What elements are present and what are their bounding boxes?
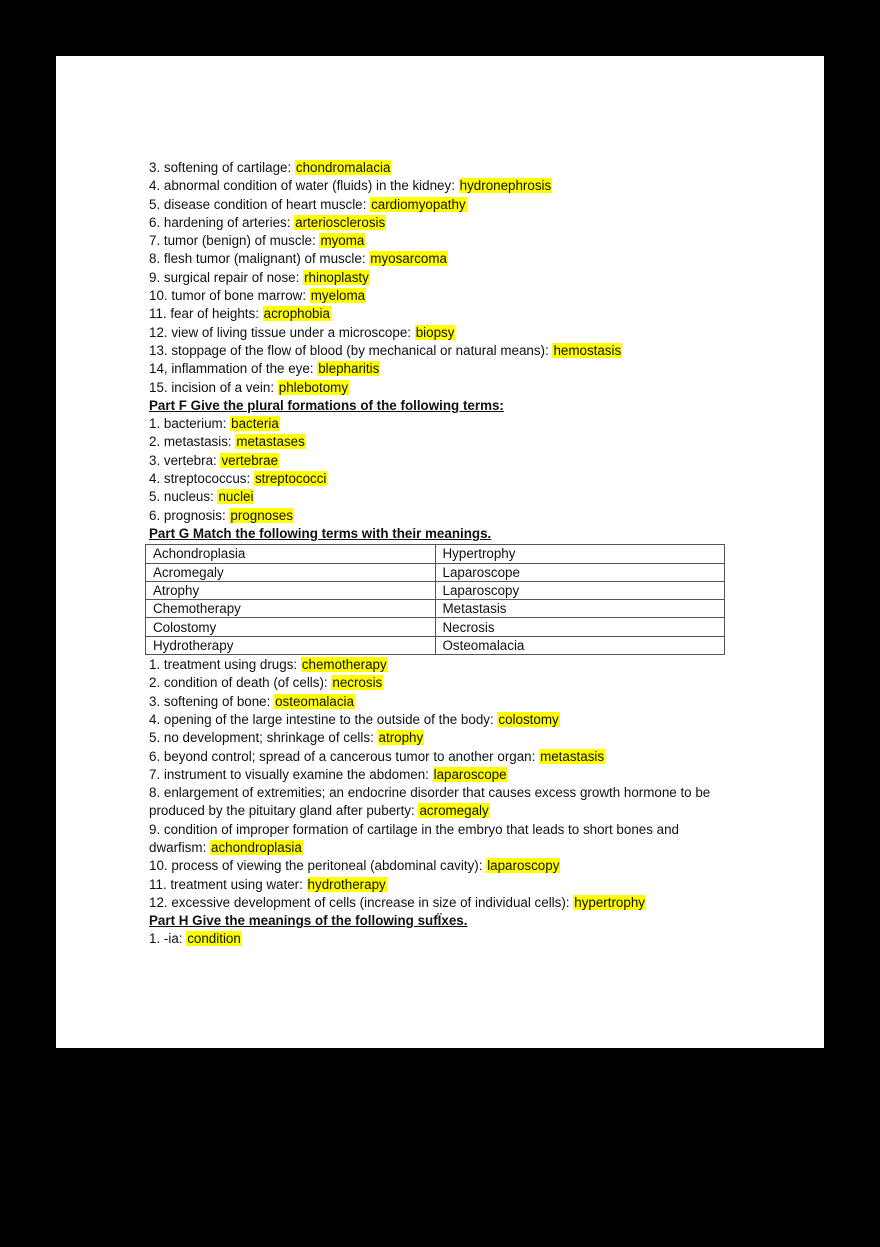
table-row [146,618,725,636]
highlighted-answer: blepharitis [318,361,380,377]
highlighted-answer: chondromalacia [295,160,391,175]
item-prompt: 4. abnormal condition of water (fluids) in the kidney: [149,178,459,194]
item-prompt: 8. enlargement of extremities; an endocrine disorder that causes excess growth hormone to be produced by the pituitary gland after puberty: [149,785,711,819]
list-item [149,857,739,875]
highlighted-answer: necrosis [332,675,383,691]
highlighted-answer: arteriosclerosis [295,214,386,230]
highlighted-answer: metastasis [540,748,605,764]
list-item [149,452,739,470]
part-h-heading: Part H Give the meanings of the following sufÏxes. [149,913,468,929]
list-item [149,674,739,692]
list-item [149,784,739,821]
list-item [149,876,739,894]
list-item [149,250,739,268]
highlighted-answer: phlebotomy [278,379,349,395]
highlighted-answer: bacteria [231,416,279,432]
item-prompt: 4. streptococcus: [149,471,254,487]
highlighted-answer: acromegaly [419,803,489,819]
list-item [149,287,739,305]
item-prompt: 11. treatment using water: [149,876,307,892]
item-prompt: 14, inflammation of the eye: [149,361,318,377]
item-prompt: 15. incision of a vein: [149,379,278,395]
list-item [149,693,739,711]
list-item [149,711,739,729]
table-row [146,545,725,563]
highlighted-answer: laparoscopy [487,858,560,874]
highlighted-answer: vertebrae [221,452,279,468]
item-prompt: 12. view of living tissue under a microscope: [149,324,415,340]
item-prompt: 3. softening of bone: [149,693,275,709]
item-prompt: 2. metastasis: [149,434,236,450]
table-cell: Hypertrophy [435,545,725,563]
item-prompt: 4. opening of the large intestine to the outside of the body: [149,711,498,727]
item-prompt: 8. flesh tumor (malignant) of muscle: [149,251,370,267]
table-row [146,581,725,599]
list-item [149,232,739,250]
list-item [149,766,739,784]
highlighted-answer: biopsy [415,324,455,340]
highlighted-answer: condition [187,931,241,947]
list-item [149,305,739,323]
item-prompt: 5. no development; shrinkage of cells: [149,730,378,746]
matching-terms-table [145,544,725,655]
highlighted-answer: metastases [236,434,305,450]
list-item [149,470,739,488]
highlighted-answer: rhinoplasty [304,269,369,285]
list-item [149,159,739,177]
part-f-list [149,415,739,525]
list-item [149,196,739,214]
table-cell: Laparoscope [435,563,725,581]
item-prompt: 6. hardening of arteries: [149,214,295,230]
list-item [149,433,739,451]
list-item [149,269,739,287]
list-item [149,379,739,397]
table-cell: Acromegaly [146,563,436,581]
table-cell: Colostomy [146,618,436,636]
table-row [146,563,725,581]
item-prompt: 6. prognosis: [149,507,230,523]
highlighted-answer: myeloma [310,288,366,304]
highlighted-answer: hydrotherapy [307,876,386,892]
item-prompt: 9. surgical repair of nose: [149,269,304,285]
item-prompt: 3. vertebra: [149,452,221,468]
part-g-heading: Part G Match the following terms with their meanings. [149,525,492,541]
list-item [149,488,739,506]
list-item [149,507,739,525]
highlighted-answer: myoma [320,233,365,249]
highlighted-answer: achondroplasia [211,839,302,855]
table-cell: Atrophy [146,581,436,599]
part-g-list [149,656,739,912]
highlighted-answer: hypertrophy [574,894,645,910]
item-prompt: 5. disease condition of heart muscle: [149,196,371,212]
highlighted-answer: hemostasis [553,342,622,358]
item-prompt: 1. -ia: [149,931,187,947]
document-page [56,56,824,1048]
table-cell: Laparoscopy [435,581,725,599]
table-cell: Metastasis [435,600,725,618]
table-cell: Necrosis [435,618,725,636]
item-prompt: 9. condition of improper formation of cartilage in the embryo that leads to short bones and dwarfism: [149,821,679,855]
highlighted-answer: prognoses [230,507,293,523]
list-item [149,360,739,378]
table-cell: Osteomalacia [435,636,725,654]
list-item [149,656,739,674]
highlighted-answer: chemotherapy [301,657,387,673]
part-f-heading: Part F Give the plural formations of the following terms: [149,397,504,413]
list-item [149,415,739,433]
item-prompt: 5. nucleus: [149,489,218,505]
part-e-list [149,159,739,397]
list-item [149,324,739,342]
list-item [149,894,739,912]
table-row [146,636,725,654]
highlighted-answer: colostomy [498,711,559,727]
highlighted-answer: osteomalacia [275,693,354,709]
list-item [149,748,739,766]
highlighted-answer: hydronephrosis [459,178,552,194]
highlighted-answer: nuclei [218,489,254,505]
list-item [149,214,739,232]
item-prompt: 10. process of viewing the peritoneal (abdominal cavity): [149,858,487,874]
table-cell: Hydrotherapy [146,636,436,654]
list-item [149,729,739,747]
list-item [149,342,739,360]
item-prompt: 6. beyond control; spread of a cancerous tumor to another organ: [149,748,540,764]
highlighted-answer: atrophy [378,730,424,746]
table-cell: Chemotherapy [146,600,436,618]
highlighted-answer: acrophobia [263,306,330,322]
highlighted-answer: myosarcoma [370,251,447,267]
table-cell: Achondroplasia [146,545,436,563]
item-prompt: 13. stoppage of the flow of blood (by mechanical or natural means): [149,342,553,358]
table-row [146,600,725,618]
list-item [149,930,739,948]
part-h-list [149,930,739,948]
item-prompt: 1. bacterium: [149,416,231,432]
highlighted-answer: laparoscope [433,766,507,782]
item-prompt: 3. softening of cartilage: [149,160,295,175]
item-prompt: 2. condition of death (of cells): [149,675,332,691]
list-item [149,821,739,858]
worksheet-content [149,159,739,949]
list-item [149,177,739,195]
item-prompt: 12. excessive development of cells (increase in size of individual cells): [149,894,574,910]
item-prompt: 7. instrument to visually examine the abdomen: [149,766,433,782]
highlighted-answer: cardiomyopathy [371,196,466,212]
item-prompt: 7. tumor (benign) of muscle: [149,233,320,249]
item-prompt: 11. fear of heights: [149,306,263,322]
highlighted-answer: streptococci [254,471,327,487]
item-prompt: 1. treatment using drugs: [149,657,301,673]
item-prompt: 10. tumor of bone marrow: [149,288,310,304]
